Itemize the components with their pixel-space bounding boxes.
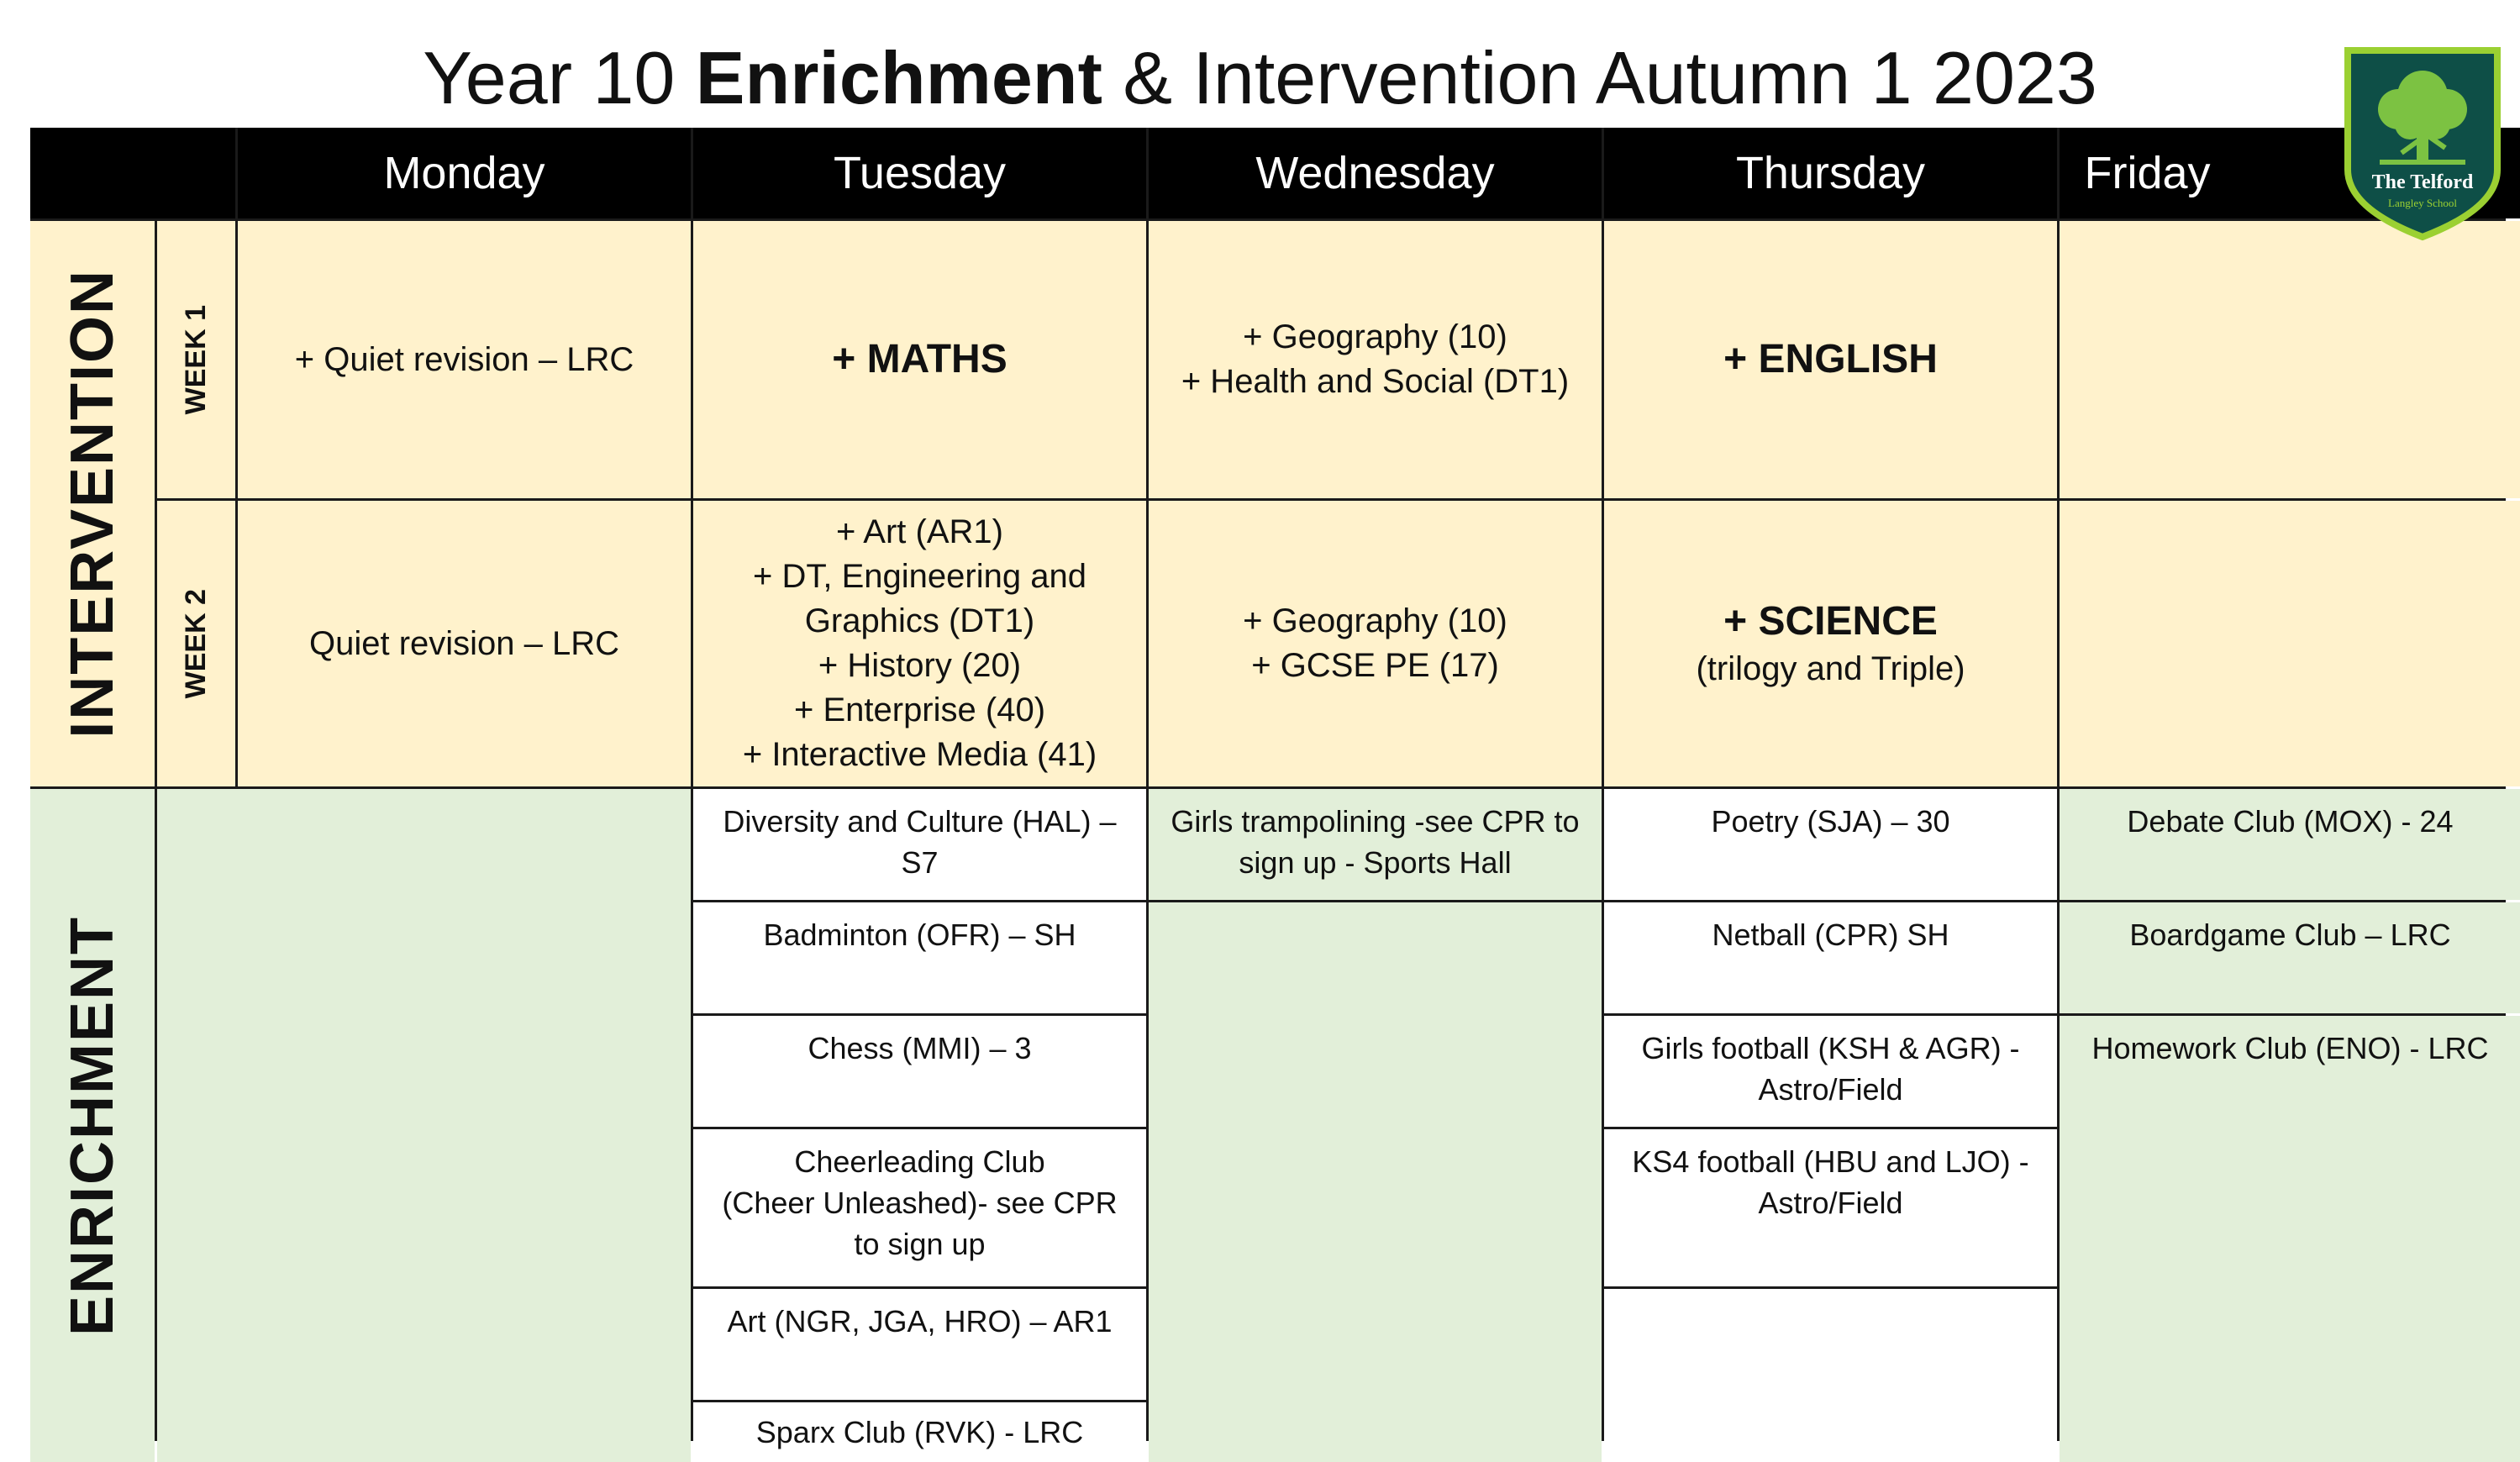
enrichment-tuesday-item-2-line-1: Badminton (OFR) – SH [763,918,1076,952]
header-wednesday: Wednesday [1149,128,1602,218]
enrichment-thursday-item-3-line-2: Astro/Field [1758,1072,1903,1107]
title-part-2-bold: Enrichment [695,36,1102,119]
week2-friday-cell [2060,501,2520,786]
week2-tuesday-line-1: + Art (AR1) [836,513,1003,550]
enrichment-tuesday-item-1-line-2: S7 [901,845,939,880]
header-friday-label: Friday [2084,148,2211,198]
enrichment-thursday-item-4-line-2: Astro/Field [1758,1186,1903,1220]
enrichment-tuesday-item-1 [693,789,1146,900]
week2-tuesday-line-4: + History (20) [818,647,1022,684]
enrichment-friday-item-1 [2060,789,2520,900]
page-title [0,32,2520,124]
enrichment-thursday-item-3-line-1: Girls football (KSH & AGR) - [1641,1031,2020,1065]
week2-monday-cell [238,501,691,786]
week1-tuesday-cell [693,221,1146,498]
section-label-intervention [30,221,155,786]
enrichment-tuesday-item-1-line-1: Diversity and Culture (HAL) – [723,804,1117,839]
header-thursday: Thursday [1604,128,2057,218]
header-corner [30,128,235,218]
enrichment-tuesday-item-3 [693,1016,1146,1127]
enrichment-tuesday-item-4-line-2: (Cheer Unleashed)- see CPR [722,1186,1118,1220]
week2-wednesday-cell [1149,501,1602,786]
enrichment-friday-item-1-line-1: Debate Club (MOX) - 24 [2127,804,2454,839]
section-label-enrichment [30,789,155,1462]
title-part-1: Year 10 [423,36,696,119]
week1-wednesday-line-1: + Geography (10) [1243,318,1507,355]
week2-wednesday-line-1: + Geography (10) [1243,602,1507,639]
enrichment-thursday-item-2 [1604,902,2057,1013]
week1-thursday-text: + ENGLISH [1723,337,1938,381]
week2-thursday-main: + SCIENCE [1723,598,1938,644]
week1-friday-cell [2060,221,2520,498]
week1-monday-text: + Quiet revision – LRC [294,340,634,378]
week1-wednesday-line-2: + Health and Social (DT1) [1181,363,1570,400]
week1-wednesday-cell [1149,221,1602,498]
week2-monday-text: Quiet revision – LRC [308,624,620,662]
header-tuesday: Tuesday [693,128,1146,218]
intervention-label: INTERVENTION [59,269,126,739]
week1-tuesday-text: + MATHS [832,337,1007,381]
enrichment-friday-item-2-line-1: Boardgame Club – LRC [2129,918,2451,952]
week-2-label-cell [157,501,235,786]
enrichment-tuesday-item-4-line-3: to sign up [854,1227,986,1261]
enrichment-wednesday-item-1-line-2: sign up - Sports Hall [1239,845,1512,880]
enrichment-friday-item-3 [2060,1016,2520,1462]
enrichment-tuesday-item-6-line-1: Sparx Club (RVK) - LRC [755,1415,1084,1449]
week2-thursday-sub: (trilogy and Triple) [1696,649,1965,687]
enrichment-tuesday-item-4-line-1: Cheerleading Club [794,1144,1045,1179]
enrichment-tuesday-item-6 [693,1402,1146,1462]
week-1-label-cell [157,221,235,498]
week2-tuesday-line-5: + Enterprise (40) [793,692,1046,728]
enrichment-thursday-item-4-line-1: KS4 football (HBU and LJO) - [1632,1144,2029,1179]
enrichment-tuesday-item-5 [693,1289,1146,1400]
logo-name: The Telford [2371,171,2474,193]
enrichment-tuesday-item-4 [693,1129,1146,1286]
enrichment-wednesday-item-1-line-1: Girls trampolining -see CPR to [1171,804,1580,839]
week1-monday-cell [238,221,691,498]
week-2-label: WEEK 2 [180,588,212,699]
enrichment-friday-item-3-line-1: Homework Club (ENO) - LRC [2091,1031,2489,1065]
week-1-label: WEEK 1 [180,304,212,415]
week2-wednesday-line-2: + GCSE PE (17) [1251,647,1499,684]
timetable-grid [30,128,2506,1449]
enrichment-thursday-item-4 [1604,1129,2057,1286]
enrichment-thursday-item-5 [1604,1289,2057,1462]
title-part-3: & Intervention Autumn 1 2023 [1102,36,2097,119]
enrichment-thursday-item-1-line-1: Poetry (SJA) – 30 [1711,804,1950,839]
week2-tuesday-line-2: + DT, Engineering and [753,558,1086,595]
enrichment-tuesday-item-5-line-1: Art (NGR, JGA, HRO) – AR1 [727,1304,1113,1338]
week2-tuesday-line-6: + Interactive Media (41) [742,736,1097,773]
enrichment-thursday-item-1 [1604,789,2057,900]
enrichment-monday-cell [157,789,691,1462]
enrichment-label: ENRICHMENT [59,915,126,1336]
enrichment-tuesday-item-2 [693,902,1146,1013]
enrichment-tuesday-item-3-line-1: Chess (MMI) – 3 [808,1031,1032,1065]
enrichment-wednesday-item-1 [1149,789,1602,900]
week2-tuesday-line-3: Graphics (DT1) [804,602,1035,639]
week1-thursday-cell [1604,221,2057,498]
enrichment-thursday-item-2-line-1: Netball (CPR) SH [1712,918,1949,952]
enrichment-friday-item-2 [2060,902,2520,1013]
logo-subname: Langley School [2388,197,2457,209]
enrichment-wednesday-empty [1149,902,1602,1462]
school-logo [2343,44,2502,242]
enrichment-thursday-item-3 [1604,1016,2057,1127]
header-monday: Monday [238,128,691,218]
week2-thursday-cell [1604,501,2057,786]
week2-tuesday-cell [693,501,1146,786]
